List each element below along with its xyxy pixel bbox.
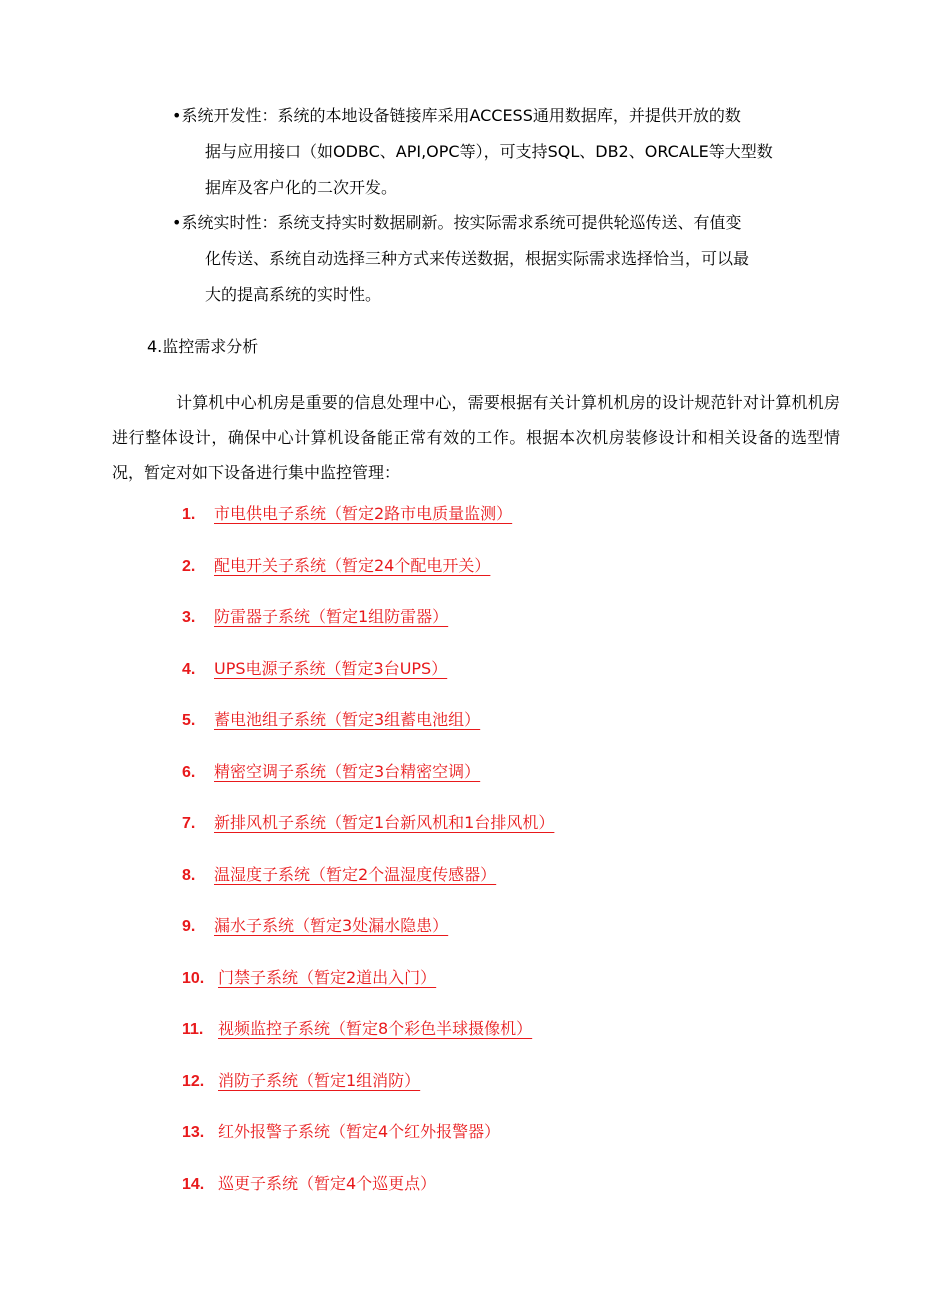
list-item-text: 精密空调子系统（暂定3台精密空调） [214, 761, 481, 781]
list-item-text: 配电开关子系统（暂定24个配电开关） [214, 555, 491, 575]
subsystem-list [182, 497, 554, 1218]
list-item [182, 600, 554, 652]
list-item-text: 巡更子系统（暂定4个巡更点） [218, 1173, 437, 1193]
list-item-text: UPS电源子系统（暂定3台UPS） [214, 658, 448, 678]
list-item-text: 新排风机子系统（暂定1台新风机和1台排风机） [214, 813, 555, 832]
list-number: 3. [182, 609, 196, 626]
bullet-marker: • [172, 106, 182, 125]
bullet-realtime [172, 205, 840, 313]
list-item [182, 858, 554, 910]
list-item-text: 视频监控子系统（暂定8个彩色半球摄像机） [218, 1019, 533, 1038]
list-item [182, 549, 554, 601]
bullet-openness-line-1 [172, 98, 840, 134]
list-number: 8. [182, 866, 196, 884]
list-item-text: 防雷器子系统（暂定1组防雷器） [214, 607, 449, 626]
list-number: 14. [182, 1175, 205, 1193]
list-item [182, 1167, 554, 1219]
list-item-text: 市电供电子系统（暂定2路市电质量监测） [214, 504, 513, 523]
bullet-realtime-line-2: 化传送、系统自动选择三种方式来传送数据，根据实际需求选择恰当，可以最 [205, 249, 750, 268]
list-number: 7. [182, 815, 196, 832]
list-number: 2. [182, 557, 196, 575]
list-number: 13. [182, 1124, 205, 1141]
bullet-openness-line-3: 据库及客户化的二次开发。 [205, 178, 398, 197]
list-number: 1. [182, 506, 196, 523]
list-number: 6. [182, 763, 196, 781]
list-item [182, 652, 554, 704]
bullet-text: 系统实时性：系统支持实时数据刷新。按实际需求系统可提供轮巡传送、有值变 [181, 213, 742, 232]
list-item-text: 蓄电池组子系统（暂定3组蓄电池组） [214, 710, 481, 729]
list-item [182, 497, 554, 549]
bullet-openness-line-2: 据与应用接口（如ODBC、API,OPC等），可支持SQL、DB2、ORCALE等大型数 [205, 142, 773, 161]
list-item [182, 806, 554, 858]
list-item [182, 703, 554, 755]
list-number: 12. [182, 1072, 205, 1090]
list-number: 5. [182, 712, 196, 729]
list-number: 4. [182, 660, 196, 678]
list-item-text: 漏水子系统（暂定3处漏水隐患） [214, 916, 449, 935]
list-item-text: 门禁子系统（暂定2道出入门） [218, 967, 437, 987]
bullet-realtime-line-1 [172, 205, 840, 241]
bullet-text: 系统开发性：系统的本地设备链接库采用ACCESS通用数据库，并提供开放的数 [181, 106, 741, 125]
list-item [182, 909, 554, 961]
list-item [182, 755, 554, 807]
bullet-openness [172, 98, 840, 206]
list-item-text: 红外报警子系统（暂定4个红外报警器） [218, 1122, 501, 1141]
intro-paragraph: 计算机中心机房是重要的信息处理中心，需要根据有关计算机机房的设计规范针对计算机机房进行整体设计，确保中心计算机设备能正常有效的工作。根据本次机房装修设计和相关设备的选型情况，暂定对如下设备进行集中监控管理： [112, 393, 840, 482]
list-item [182, 1064, 554, 1116]
list-item-text: 消防子系统（暂定1组消防） [218, 1070, 421, 1090]
bullet-realtime-line-3: 大的提高系统的实时性。 [205, 285, 382, 304]
section-heading: 4.监控需求分析 [147, 337, 259, 356]
list-item-text: 温湿度子系统（暂定2个温湿度传感器） [214, 864, 497, 884]
list-number: 9. [182, 918, 196, 935]
list-number: 10. [182, 969, 205, 987]
list-item [182, 1115, 554, 1167]
list-number: 11. [182, 1021, 204, 1038]
bullet-marker: • [172, 213, 182, 232]
list-item [182, 961, 554, 1013]
list-item [182, 1012, 554, 1064]
